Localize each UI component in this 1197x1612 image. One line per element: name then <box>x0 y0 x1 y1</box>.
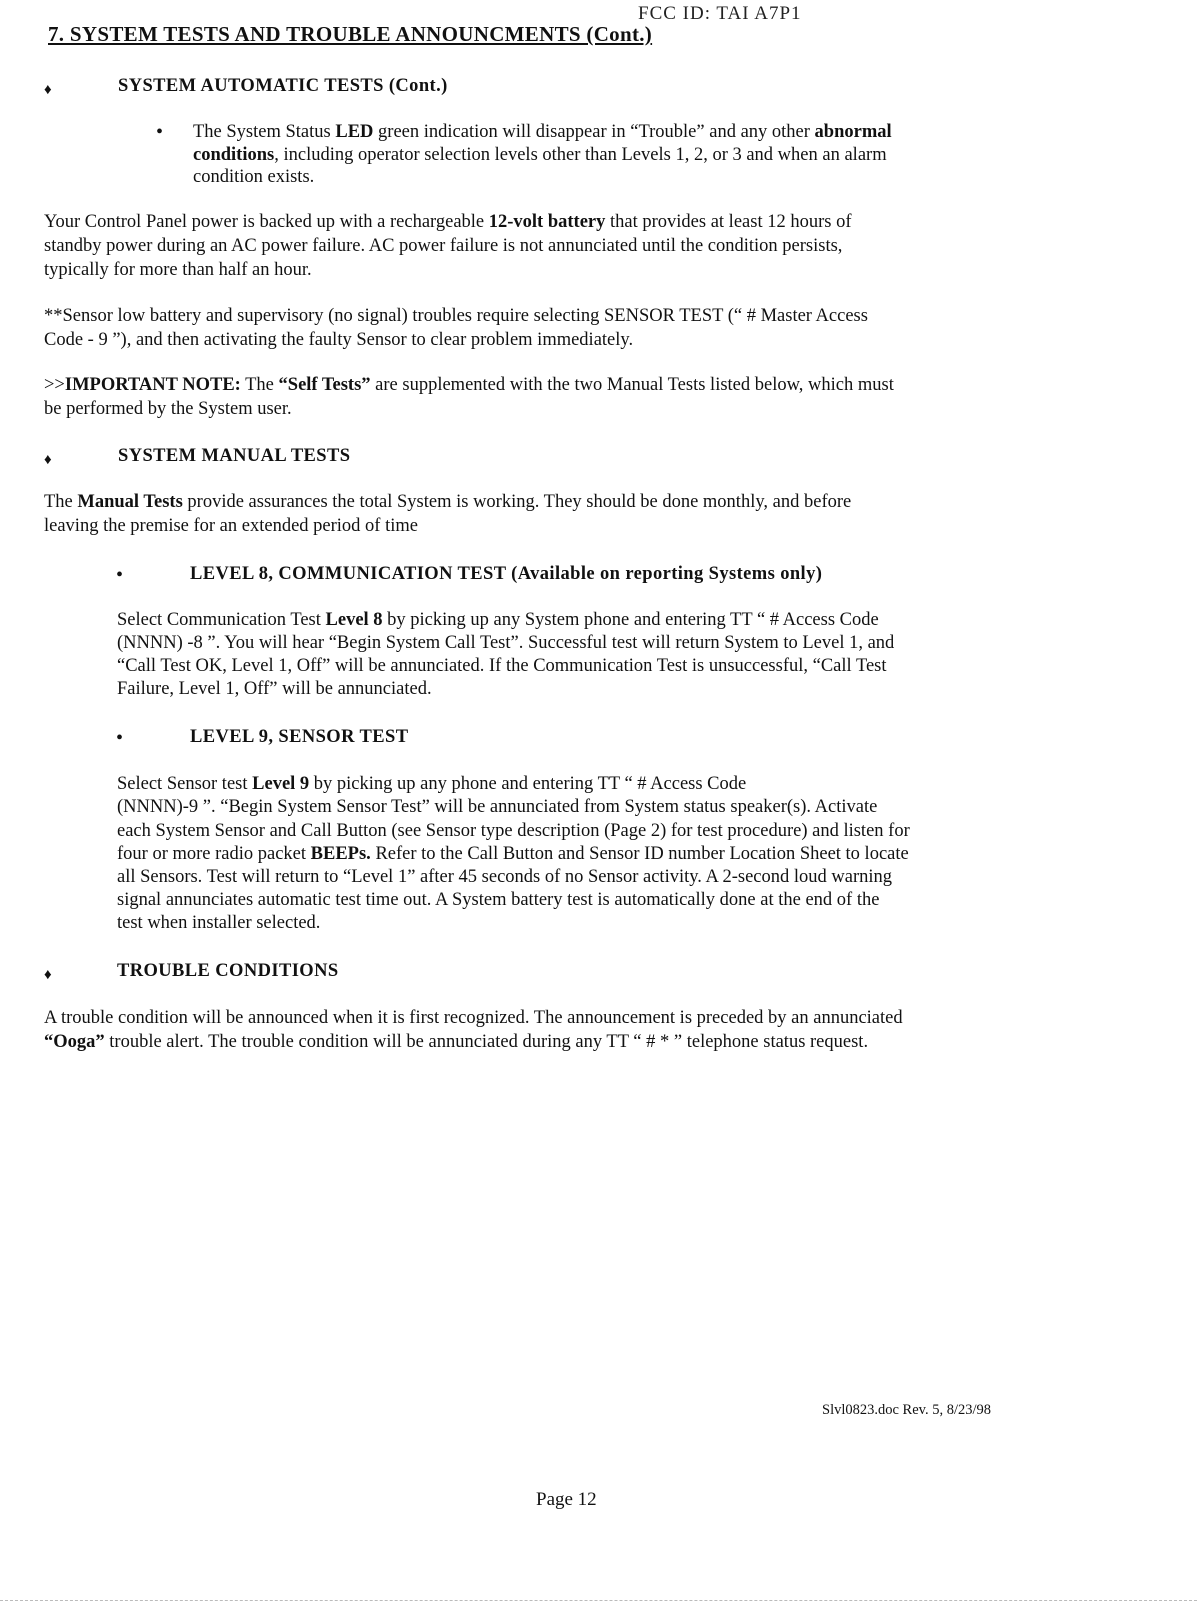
battery-para-line-3: typically for more than half an hour. <box>44 260 312 280</box>
trouble-para-line-2: “Ooga” trouble alert. The trouble condition will be annunciated during any TT “ # * ” telephone status request. <box>44 1032 869 1052</box>
led-bullet-line-3: condition exists. <box>193 167 315 187</box>
level8-heading: LEVEL 8, COMMUNICATION TEST (Available on reporting Systems only) <box>190 564 823 584</box>
battery-para-line-1: Your Control Panel power is backed up with a rechargeable 12-volt battery that provides at least 12 hours of <box>44 212 852 232</box>
level9-line-6: signal annunciates automatic test time out. A System battery test is automatically done at the end of the <box>117 890 880 910</box>
level8-line-2: (NNNN) -8 ”. You will hear “Begin System Call Test”. Successful test will return System to Level 1, and <box>117 633 895 653</box>
level9-line-3: each System Sensor and Call Button (see Sensor type description (Page 2) for test procedure) and listen for <box>117 821 910 841</box>
bullet-dot-icon: • <box>116 564 124 586</box>
section-heading-trouble-conditions: TROUBLE CONDITIONS <box>117 961 339 981</box>
diamond-bullet-icon: ♦ <box>44 82 52 98</box>
level8-line-3: “Call Test OK, Level 1, Off” will be annunciated. If the Communication Test is unsuccessful, “Call Test <box>117 656 887 676</box>
level8-line-1: Select Communication Test Level 8 by picking up any System phone and entering TT “ # Access Code <box>117 610 879 630</box>
manual-tests-para-line-1: The Manual Tests provide assurances the total System is working. They should be done monthly, and before <box>44 492 852 512</box>
scan-artifact-line <box>0 1600 1197 1602</box>
level9-heading: LEVEL 9, SENSOR TEST <box>190 727 409 747</box>
sensor-para-line-1: **Sensor low battery and supervisory (no signal) troubles require selecting SENSOR TEST (“ # Master Access <box>44 306 868 326</box>
bullet-dot-icon: • <box>116 727 124 749</box>
section-heading-automatic-tests: SYSTEM AUTOMATIC TESTS (Cont.) <box>118 76 448 96</box>
level9-line-2: (NNNN)-9 ”. “Begin System Sensor Test” will be annunciated from System status speaker(s). Activate <box>117 797 878 817</box>
led-bullet-line-1: The System Status LED green indication will disappear in “Trouble” and any other abnormal <box>193 122 892 142</box>
section-heading-manual-tests: SYSTEM MANUAL TESTS <box>118 446 351 466</box>
important-note-line-2: be performed by the System user. <box>44 399 292 419</box>
document-revision: Slvl0823.doc Rev. 5, 8/23/98 <box>822 1402 992 1418</box>
level9-line-1: Select Sensor test Level 9 by picking up any phone and entering TT “ # Access Code <box>117 774 747 794</box>
manual-tests-para-line-2: leaving the premise for an extended period of time <box>44 516 418 536</box>
page-number: Page 12 <box>536 1489 597 1510</box>
sensor-para-line-2: Code - 9 ”), and then activating the faulty Sensor to clear problem immediately. <box>44 330 634 350</box>
battery-para-line-2: standby power during an AC power failure. AC power failure is not annunciated until the condition persists, <box>44 236 843 256</box>
important-note-line-1: >>IMPORTANT NOTE: The “Self Tests” are supplemented with the two Manual Tests listed below, which must <box>44 375 894 395</box>
trouble-para-line-1: A trouble condition will be announced when it is first recognized. The announcement is preceded by an annunciated <box>44 1008 903 1028</box>
level9-line-7: test when installer selected. <box>117 913 321 933</box>
bullet-dot-icon: • <box>156 121 164 143</box>
level9-line-4: four or more radio packet BEEPs. Refer to the Call Button and Sensor ID number Location Sheet to locate <box>117 844 909 864</box>
diamond-bullet-icon: ♦ <box>44 967 52 983</box>
diamond-bullet-icon: ♦ <box>44 452 52 468</box>
led-bullet-line-2: conditions, including operator selection levels other than Levels 1, 2, or 3 and when an alarm <box>193 145 887 165</box>
level9-line-5: all Sensors. Test will return to “Level 1” after 45 seconds of no Sensor activity. A 2-second loud warning <box>117 867 893 887</box>
fcc-id: FCC ID: TAI A7P1 <box>638 3 802 24</box>
level8-line-4: Failure, Level 1, Off” will be annunciated. <box>117 679 432 699</box>
page-title: 7. SYSTEM TESTS AND TROUBLE ANNOUNCMENTS (Cont.) <box>48 22 653 46</box>
